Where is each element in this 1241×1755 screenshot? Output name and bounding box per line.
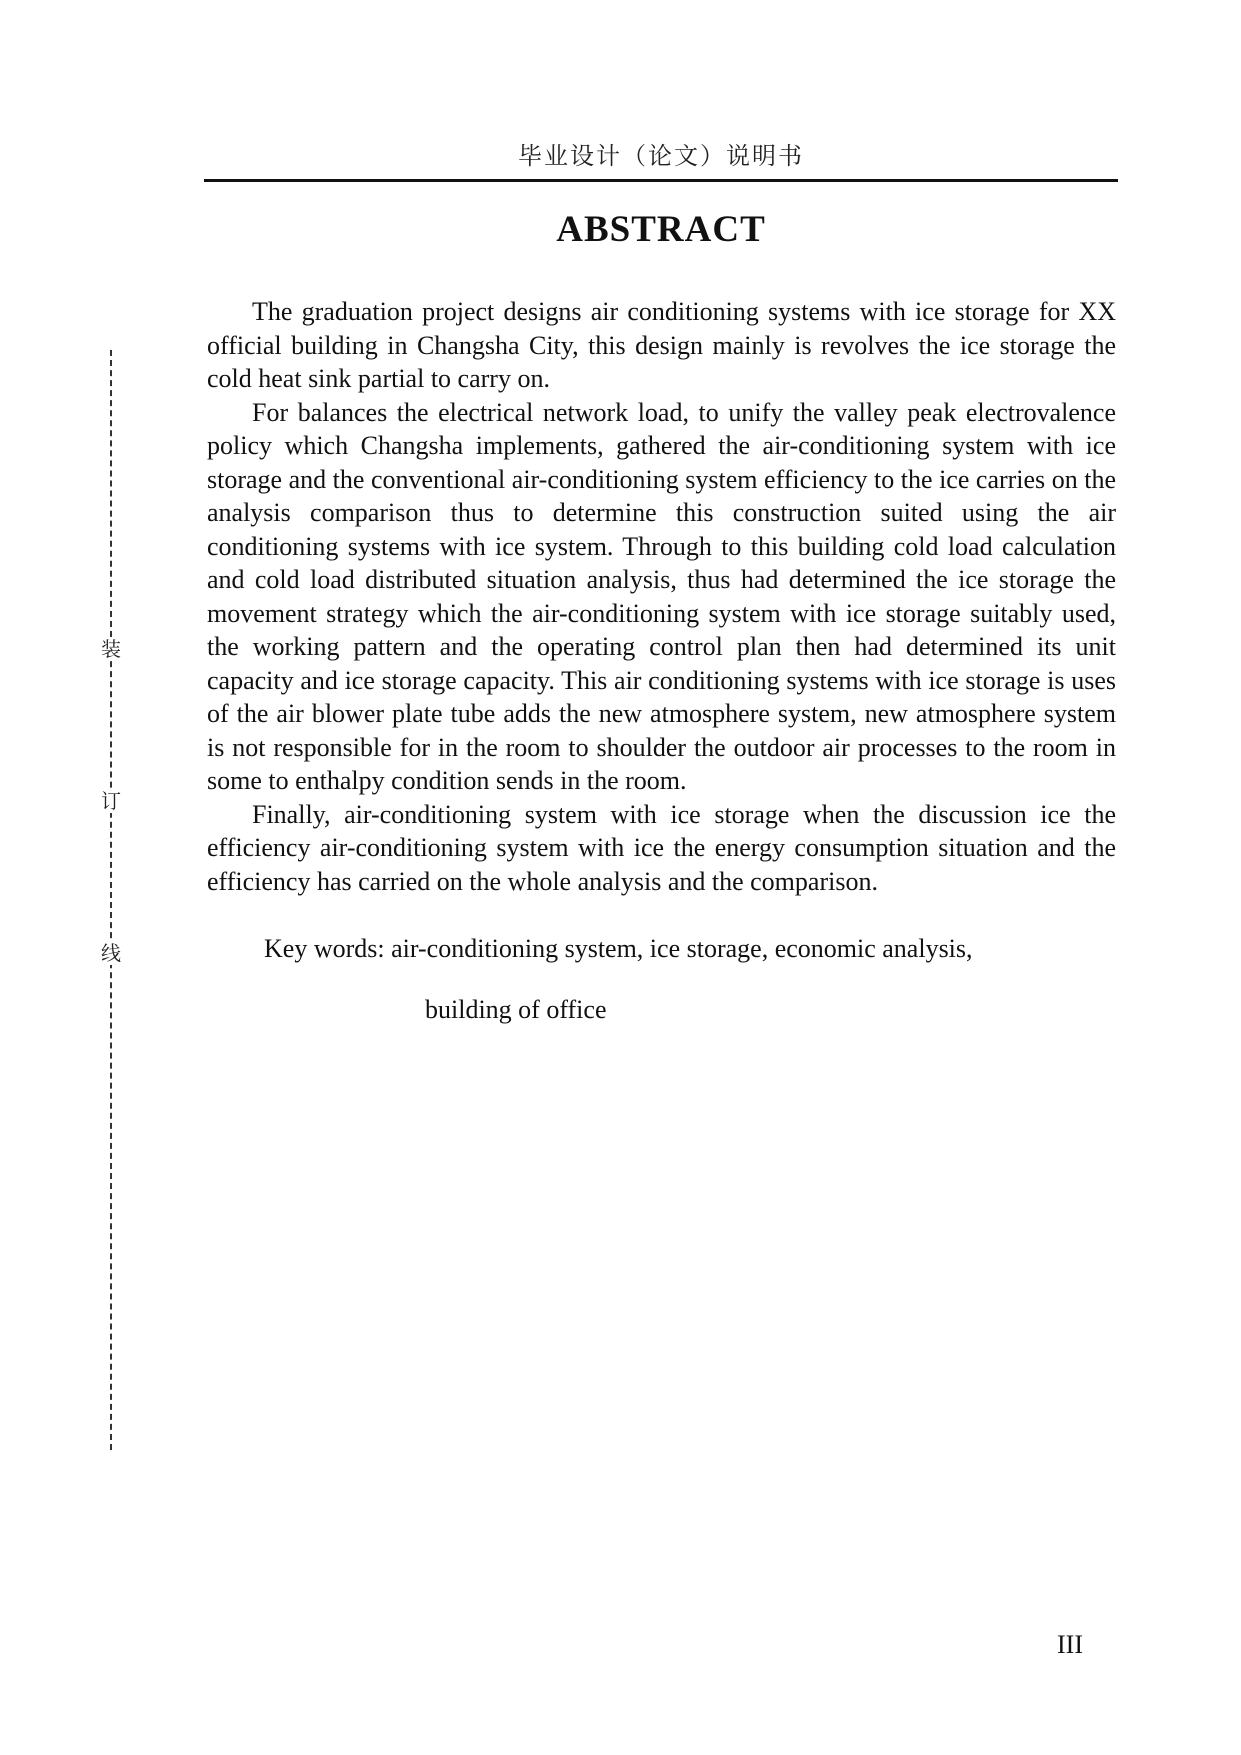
binding-char-ding: 订	[101, 789, 121, 813]
abstract-paragraph: For balances the electrical network load, to unify the valley peak electrovalence policy which Changsha implements, gathered the air-conditioning system with ice storage and the conventional air-conditioning system efficiency to the ice carries on the analysis comparison thus to determine this construction suited using the air conditioning systems with ice system. Through to this building cold load calculation and cold load distributed situation analysis, thus had determined the ice storage the movement strategy which the air-conditioning system with ice storage suitably used, the working pattern and the operating control plan then had determined its unit capacity and ice storage capacity. This air conditioning systems with ice storage is uses of the air blower plate tube adds the new atmosphere system, new atmosphere system is not responsible for in the room to shoulder the outdoor air processes to the room in some to enthalpy condition sends in the room.	[207, 397, 1116, 795]
binding-line	[110, 350, 112, 1450]
binding-char-xian: 线	[101, 941, 121, 965]
keywords-line: Key words: air-conditioning system, ice storage, economic analysis,	[264, 934, 973, 963]
page-header: 毕业设计（论文）说明书	[518, 142, 804, 170]
page-number: III	[1057, 1630, 1083, 1659]
abstract-body	[207, 295, 1116, 1026]
abstract-heading: ABSTRACT	[556, 209, 766, 250]
header-rule	[204, 179, 1118, 182]
keywords-continuation: building of office	[425, 994, 607, 1024]
binding-char-zhuang: 装	[101, 637, 121, 661]
abstract-paragraph: The graduation project designs air conditioning systems with ice storage for XX official building in Changsha City, this design mainly is revolves the ice storage the cold heat sink partial to carry on.	[207, 297, 1116, 393]
abstract-paragraph: Finally, air-conditioning system with ice storage when the discussion ice the efficiency air-conditioning system with ice the energy consumption situation and the efficiency has carried on the whole analysis and the comparison.	[207, 799, 1116, 896]
